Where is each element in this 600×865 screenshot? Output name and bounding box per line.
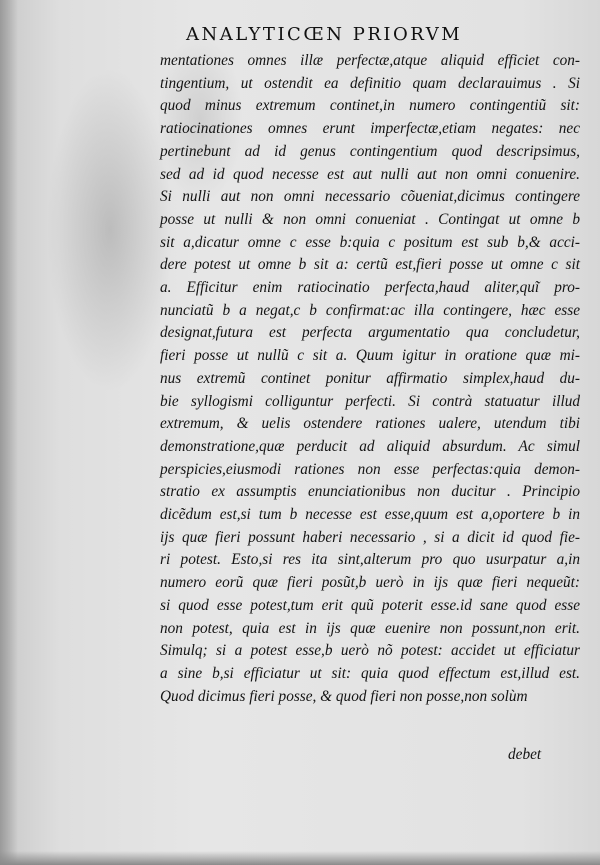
text-line: perspicies,eiusmodi rationes non esse perfectas:quia demon- — [160, 460, 580, 478]
text-line: dicẽdum est,si tum b necesse est esse,quum est a,oportere b in — [160, 506, 580, 524]
text-line: a sine b,si efficiatur ut sit: quia quod effectum est,illud est. — [160, 664, 580, 682]
text-line: nunciatũ b a negat,c b confirmat:ac illa contingere, hæc esse — [160, 301, 580, 319]
text-line: posse ut nulli & non omni conueniat . Contingat ut omne b — [160, 210, 580, 228]
text-line: mentationes omnes illæ perfectæ,atque aliquid efficiet con- — [160, 52, 580, 69]
text-line: bie syllogismi colliguntur perfecti. Si contrà statuatur illud — [160, 392, 580, 410]
text-line: Si nulli aut non omni necessario cõueniat,dicimus contingere — [160, 188, 580, 206]
text-line: quod minus extremum continet,in numero contingentiũ sit: — [160, 97, 580, 115]
text-line: stratio ex assumptis enunciationibus non ducitur . Principio — [160, 483, 580, 501]
body-text — [160, 50, 580, 708]
text-line: nus extremũ continet ponitur affirmatio simplex,haud du- — [160, 369, 580, 387]
text-line: pertinebunt ad id genus contingentium quod descripsimus, — [160, 142, 580, 160]
text-line: sed ad id quod necesse est aut nulli aut non omni conuenire. — [160, 165, 580, 183]
text-line: ri potest. Esto,si res ita sint,alterum pro quo usurpatur a,in — [160, 551, 580, 569]
text-line: ratiocinationes omnes erunt imperfectæ,etiam negates: nec — [160, 120, 580, 138]
text-line: dere potest ut omne b sit a: certũ est,fieri posse ut omne c sit — [160, 256, 580, 274]
text-line: Quod dicimus fieri posse, & quod fieri non posse,non solùm — [160, 687, 528, 705]
text-line: tingentium, ut ostendit ea definitio quam declarauimus . Si — [160, 74, 580, 92]
catchword: debet — [508, 746, 542, 763]
page-left-shadow — [0, 0, 18, 865]
text-line: numero eorũ quæ fieri posũt,b uerò in ijs quæ fieri nequeũt: — [160, 574, 580, 592]
text-line: extremum, & uelis ostendere rationes ualere, utendum tibi — [160, 415, 580, 433]
text-line: demonstratione,quæ perducit ad aliquid absurdum. Ac simul — [160, 437, 580, 455]
text-line: non potest, quia est in ijs quæ euenire non possunt,non erit. — [160, 619, 580, 637]
text-line: a. Efficitur enim ratiocinatio perfecta,haud aliter,quĩ pro- — [160, 279, 580, 297]
text-line: si quod esse potest,tum erit quũ poterit esse.id sane quod esse — [160, 596, 580, 614]
text-line: Simulq; si a potest esse,b uerò nõ potest: accidet ut efficiatur — [160, 642, 580, 660]
text-line: fieri posse ut nullũ c sit a. Quum igitur in oratione quæ mi- — [160, 347, 580, 365]
page-bottom-shadow — [0, 851, 600, 865]
text-line: ijs quæ fieri possunt haberi necessario , si a dicit id quod fie- — [160, 528, 580, 546]
text-line: sit a,dicatur omne c esse b:quia c positum est sub b,& acci- — [160, 233, 580, 251]
running-head: ANALYTICŒN PRIORVM — [186, 24, 463, 45]
text-line: designat,futura est perfecta argumentatio qua concludetur, — [160, 324, 580, 342]
